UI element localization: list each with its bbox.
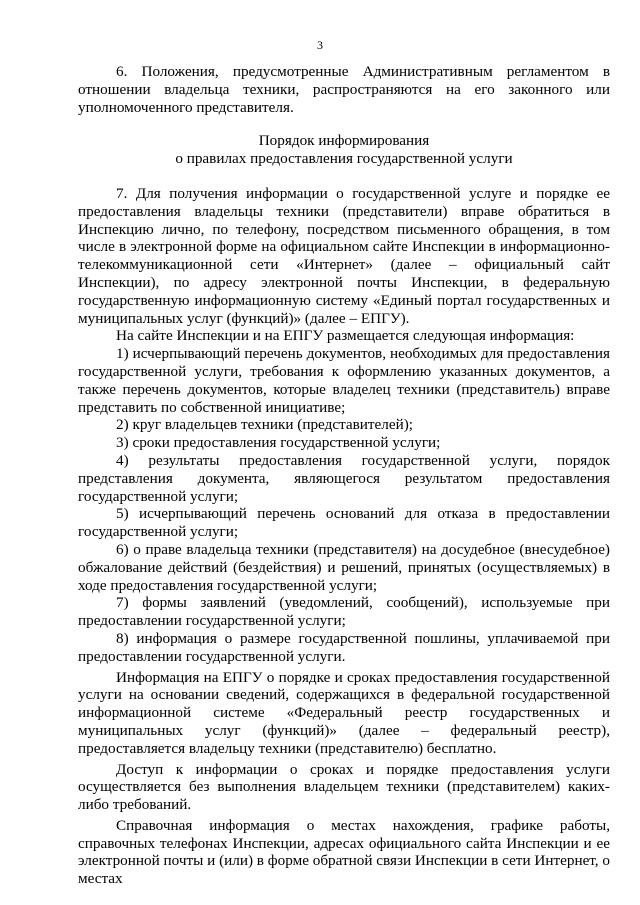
list-item: 8) информация о размере государственной пошлины, уплачиваемой при предоставлении государственной услуги.: [78, 629, 610, 665]
list-item: 1) исчерпывающий перечень документов, необходимых для предоставления государственной услуги, требования к оформлению указанных документов, а также перечень документов, которые владелец техники (представитель) вправе представить по собственной инициативе;: [78, 345, 610, 416]
list-item: 7) формы заявлений (уведомлений, сообщений), используемые при предоставлении государственной услуги;: [78, 594, 610, 630]
paragraph: 6. Положения, предусмотренные Административным регламентом в отношении владельца техники, распространяются на его законного или уполномоченного представителя.: [78, 63, 610, 116]
paragraph: На сайте Инспекции и на ЕПГУ размещается следующая информация:: [116, 327, 575, 345]
paragraph-6-block: [78, 63, 610, 116]
paragraph: 7. Для получения информации о государственной услуге и порядке ее предоставления владельцы техники (представители) вправе обратиться в Инспекцию лично, по телефону, посредством письменного обращения, в том числе в электронной форме на официальном сайте Инспекции в информационно-телекоммуникационной сети «Интернет» (далее – официальный сайт Инспекции), по адресу электронной почты Инспекции, в федеральную государственную информационную систему «Единый портал государственных и муниципальных услуг (функций)» (далее – ЕПГУ).: [78, 185, 610, 327]
paragraph: Информация на ЕПГУ о порядке и сроках предоставления государственной услуги на основании сведений, содержащихся в федеральной государственной информационной системе «Федеральный реестр государственных и муниципальных услуг (функций)» (далее – федеральный реестр), предоставляется владельцу техники (представителю) бесплатно.: [78, 668, 610, 757]
heading-line: Порядок информирования: [258, 132, 430, 149]
heading-line: о правилах предоставления государственной услуги: [175, 150, 513, 167]
list-item: 3) сроки предоставления государственной услуги;: [116, 434, 441, 452]
page-number: 3: [317, 38, 323, 52]
list-item: 4) результаты предоставления государственной услуги, порядок представления документа, являющегося результатом предоставления государственной услуги;: [78, 451, 610, 505]
paragraph: Справочная информация о местах нахождения, графике работы, справочных телефонах Инспекции, адресах официального сайта Инспекции и ее электронной почты и (или) в форме обратной связи Инспекции в сети Интернет, о местах: [78, 816, 610, 888]
body-text: [78, 185, 610, 888]
section-heading: [78, 132, 610, 168]
list-item: 2) круг владельцев техники (представителей);: [116, 416, 414, 434]
paragraph: Доступ к информации о сроках и порядке предоставления услуги осуществляется без выполнения владельцем техники (представителем) каких-либо требований.: [78, 760, 610, 814]
list-item: 5) исчерпывающий перечень оснований для отказа в предоставлении государственной услуги;: [78, 505, 610, 541]
list-item: 6) о праве владельца техники (представителя) на досудебное (внесудебное) обжалование действий (бездействия) и решений, принятых (осуществляемых) в ходе предоставления государственной услуги;: [78, 540, 610, 594]
